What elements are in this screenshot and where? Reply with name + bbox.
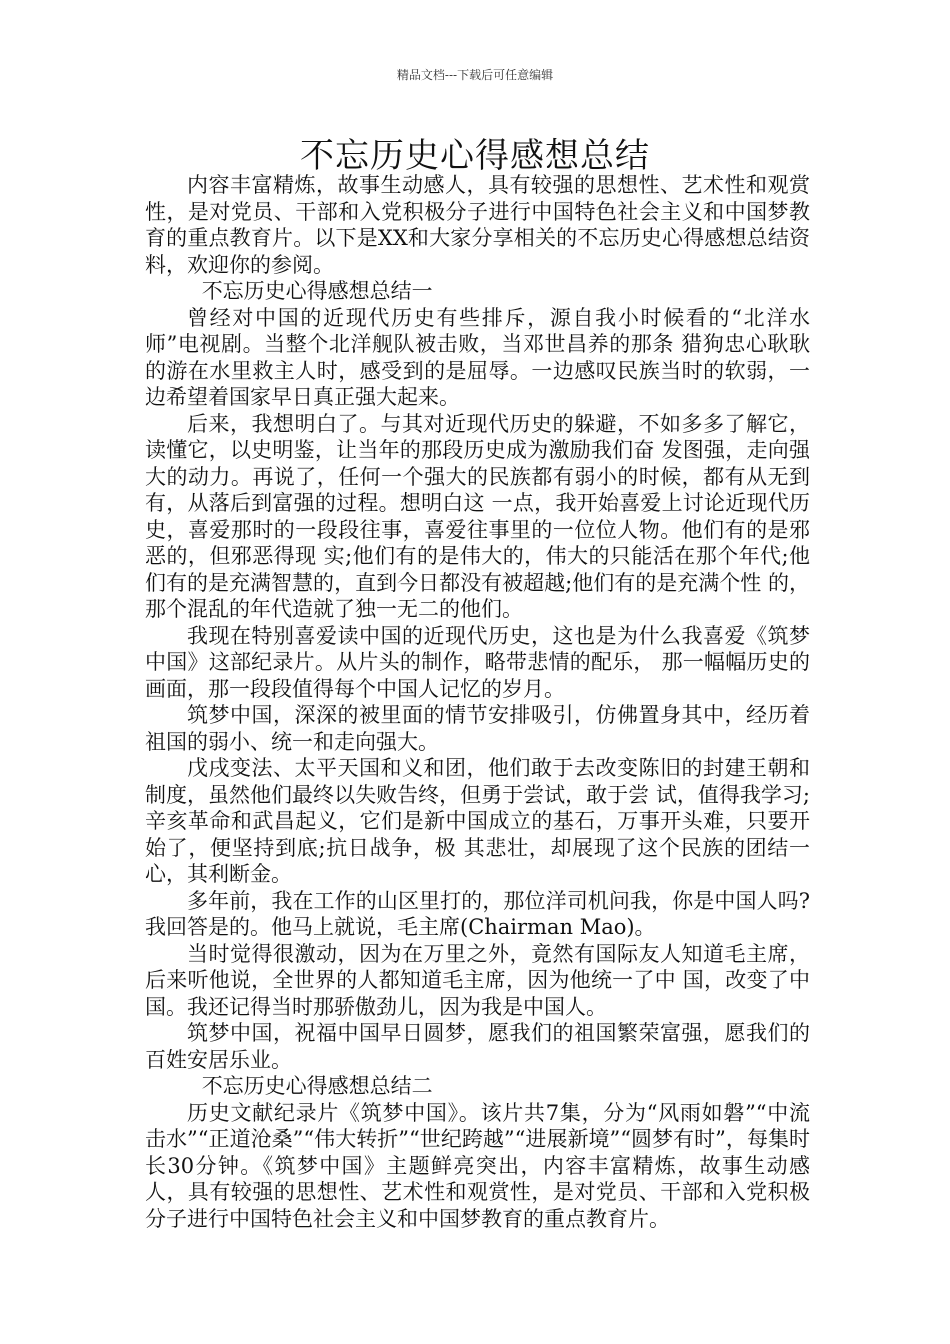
body-paragraph: 历史文献纪录片《筑梦中国》。该片共7集，分为“风雨如磐”“中流击水”“正道沧桑”“伟大转折”“世纪跨越”“进展新境”“圆梦有时”，每集时长30分钟。《筑梦中国》主题鲜亮突出，内容丰富精炼，故事生动感人，具有较强的思想性、艺术性和观赏性，是对党员、干部和入党积极分子进行中国特色社会主义和中国梦教育的重点教育片。 [145,1100,810,1231]
body-paragraph: 多年前，我在工作的山区里打的，那位洋司机问我，你是中国人吗?我回答是的。他马上就说，毛主席(Chairman Mao)。 [145,888,810,939]
body-paragraph: 戊戌变法、太平天国和义和团，他们敢于去改变陈旧的封建王朝和制度，虽然他们最终以失败告终，但勇于尝试，敢于尝 试，值得我学习;辛亥革命和武昌起义，它们是新中国成立的基石，万事开头难，只要开始了，便坚持到底;抗日战争，极 其悲壮，却展现了这个民族的团结一心，其利断金。 [145,756,810,886]
page-header: 精品文档---下载后可任意编辑 [396,68,554,82]
body-paragraph: 曾经对中国的近现代历史有些排斥，源自我小时候看的“北洋水师”电视剧。当整个北洋舰队被击败，当邓世昌养的那条 猎狗忠心耿耿的游在水里救主人时，感受到的是屈辱。一边感叹民族当时的软弱，一边希望着国家早日真正强大起来。 [145,305,810,409]
intro-paragraph: 内容丰富精炼，故事生动感人，具有较强的思想性、艺术性和观赏性，是对党员、干部和入党积极分子进行中国特色社会主义和中国梦教育的重点教育片。以下是XX和大家分享相关的不忘历史心得感想总结资料，欢迎你的参阅。 [145,173,810,277]
section-heading-2: 不忘历史心得感想总结二 [201,1074,433,1098]
document-body [145,172,810,1232]
body-paragraph: 筑梦中国，深深的被里面的情节安排吸引，仿佛置身其中，经历着祖国的弱小、统一和走向强大。 [145,703,810,754]
body-paragraph: 当时觉得很激动，因为在万里之外，竟然有国际友人知道毛主席，后来听他说，全世界的人都知道毛主席，因为他统一了中 国，改变了中国。我还记得当时那骄傲劲儿，因为我是中国人。 [145,941,810,1019]
section-heading-1: 不忘历史心得感想总结一 [201,279,433,303]
body-paragraph: 筑梦中国，祝福中国早日圆梦，愿我们的祖国繁荣富强，愿我们的百姓安居乐业。 [145,1021,810,1072]
page-title: 不忘历史心得感想总结 [300,136,650,176]
body-paragraph: 后来，我想明白了。与其对近现代历史的躲避，不如多多了解它，读懂它，以史明鉴，让当年的那段历史成为激励我们奋 发图强，走向强大的动力。再说了，任何一个强大的民族都有弱小的时候，都有从无到有，从落后到富强的过程。想明白这 一点，我开始喜爱上讨论近现代历史，喜爱那时的一段段往事，喜爱往事里的一位位人物。他们有的是邪恶的，但邪恶得现 实;他们有的是伟大的，伟大的只能活在那个年代;他们有的是充满智慧的，直到今日都没有被超越;他们有的是充满个性 的，那个混乱的年代造就了独一无二的他们。 [145,411,810,621]
body-paragraph: 我现在特别喜爱读中国的近现代历史，这也是为什么我喜爱《筑梦中国》这部纪录片。从片头的制作，略带悲情的配乐， 那一幅幅历史的画面，那一段段值得每个中国人记忆的岁月。 [145,623,810,701]
